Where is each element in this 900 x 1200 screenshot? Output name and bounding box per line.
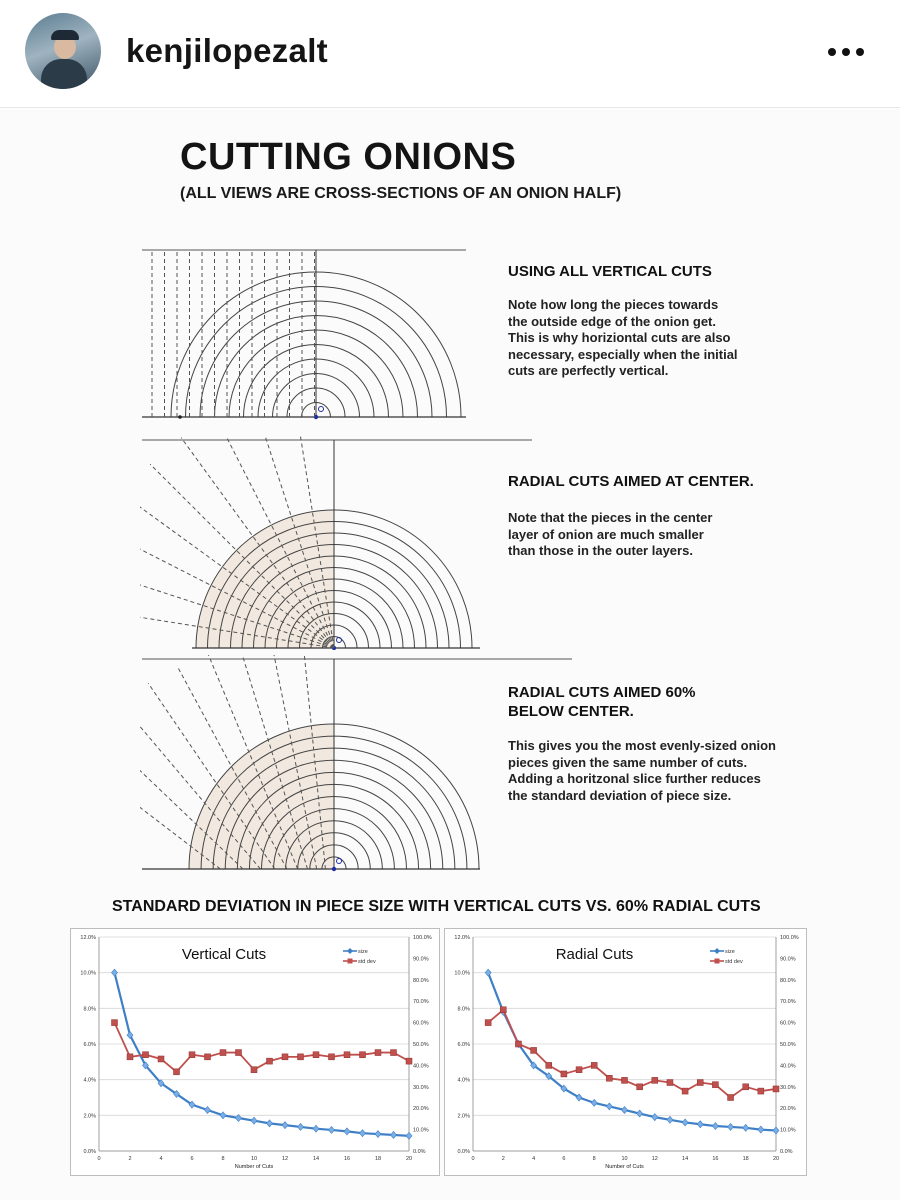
data-point-size xyxy=(391,1131,397,1138)
data-point-std-dev xyxy=(667,1080,673,1086)
legend-label: std dev xyxy=(725,959,743,965)
y-right-tick-label: 100.0% xyxy=(780,935,799,941)
data-point-std-dev xyxy=(728,1095,734,1101)
avatar-figure-body xyxy=(41,59,87,89)
section-1-line: This is why horiziontal cuts are also xyxy=(508,330,731,345)
data-point-std-dev xyxy=(500,1007,506,1013)
y-right-tick-label: 50.0% xyxy=(413,1042,429,1048)
data-point-size xyxy=(298,1123,304,1130)
y-right-tick-label: 60.0% xyxy=(780,1020,796,1027)
section-1-line: cuts are perfectly vertical. xyxy=(508,363,669,378)
y-right-tick-label: 80.0% xyxy=(780,977,796,984)
data-point-size xyxy=(682,1119,688,1126)
x-tick-label: 10 xyxy=(621,1156,628,1162)
section-1-line: the outside edge of the onion get. xyxy=(508,313,716,329)
legend-marker xyxy=(347,948,353,954)
section-1-line: Note how long the pieces towards xyxy=(508,297,719,312)
y-right-tick-label: 0.0% xyxy=(413,1149,426,1155)
data-point-std-dev xyxy=(236,1050,242,1056)
data-point-size xyxy=(606,1103,612,1110)
data-point-size xyxy=(220,1112,226,1119)
data-point-std-dev xyxy=(682,1088,688,1094)
data-point-std-dev xyxy=(561,1071,567,1077)
data-point-std-dev xyxy=(406,1058,412,1064)
vertical-cuts-chart xyxy=(71,929,439,1175)
section-2-line: layer of onion are much smaller xyxy=(508,526,704,542)
data-point-std-dev xyxy=(220,1050,226,1056)
x-tick-label: 18 xyxy=(742,1156,749,1162)
y-right-tick-label: 70.0% xyxy=(413,999,429,1006)
x-tick-label: 6 xyxy=(562,1156,566,1162)
avatar[interactable] xyxy=(25,13,101,89)
data-point-std-dev xyxy=(267,1058,273,1064)
more-dot-icon xyxy=(842,48,850,56)
avatar-figure-cap xyxy=(51,30,79,40)
y-left-tick-label: 2.0% xyxy=(457,1113,470,1120)
x-tick-label: 4 xyxy=(532,1156,536,1162)
legend-label: size xyxy=(358,949,368,955)
section-3-heading-line: RADIAL CUTS AIMED 60% xyxy=(508,684,696,701)
infographic-title: CUTTING ONIONS xyxy=(180,136,517,178)
x-tick-label: 2 xyxy=(128,1156,132,1162)
x-tick-label: 0 xyxy=(97,1156,101,1162)
data-point-size xyxy=(637,1110,643,1117)
data-point-std-dev xyxy=(697,1080,703,1086)
username[interactable]: kenjilopezalt xyxy=(126,32,328,69)
data-point-std-dev xyxy=(112,1020,118,1026)
data-point-std-dev xyxy=(743,1084,749,1090)
x-tick-label: 18 xyxy=(374,1156,382,1162)
section-2-line: Note that the pieces in the center xyxy=(508,510,713,525)
y-right-tick-label: 70.0% xyxy=(780,999,796,1006)
y-right-tick-label: 60.0% xyxy=(413,1020,429,1027)
chart-title: Radial Cuts xyxy=(555,946,634,963)
y-right-tick-label: 10.0% xyxy=(780,1127,796,1134)
data-point-size xyxy=(112,969,118,976)
section-1-body xyxy=(508,297,738,380)
y-right-tick-label: 10.0% xyxy=(413,1127,429,1134)
y-left-tick-label: 6.0% xyxy=(457,1042,470,1048)
data-point-std-dev xyxy=(515,1041,521,1047)
x-tick-label: 16 xyxy=(343,1156,351,1162)
y-left-tick-label: 8.0% xyxy=(457,1006,470,1013)
radial-cuts-chart xyxy=(445,929,806,1175)
y-right-tick-label: 40.0% xyxy=(413,1063,429,1070)
data-point-std-dev xyxy=(391,1050,397,1056)
chart-title: Vertical Cuts xyxy=(181,946,267,963)
data-point-std-dev xyxy=(546,1062,552,1068)
post-header xyxy=(0,0,900,108)
data-point-std-dev xyxy=(158,1056,164,1062)
section-3-body xyxy=(508,738,776,804)
section-1-line: necessary, especially when the initial xyxy=(508,346,738,362)
y-right-tick-label: 80.0% xyxy=(413,977,429,984)
section-2-heading: RADIAL CUTS AIMED AT CENTER. xyxy=(508,473,754,490)
center-dot xyxy=(332,867,336,871)
data-point-std-dev xyxy=(622,1077,628,1083)
data-point-size xyxy=(758,1126,764,1133)
y-left-tick-label: 8.0% xyxy=(83,1006,96,1013)
center-marker xyxy=(319,407,324,412)
x-axis-title: Number of Cuts xyxy=(605,1164,644,1170)
data-point-std-dev xyxy=(773,1086,779,1092)
x-tick-label: 2 xyxy=(501,1156,505,1162)
x-tick-label: 4 xyxy=(159,1156,163,1162)
data-point-std-dev xyxy=(637,1084,643,1090)
data-point-std-dev xyxy=(282,1054,288,1060)
y-left-tick-label: 0.0% xyxy=(457,1149,470,1155)
data-point-std-dev xyxy=(712,1082,718,1088)
center-marker xyxy=(337,859,342,864)
section-3-line: the standard deviation of piece size. xyxy=(508,787,732,803)
data-point-size xyxy=(667,1116,673,1123)
y-left-tick-label: 4.0% xyxy=(457,1077,470,1084)
data-point-size xyxy=(773,1127,779,1134)
infographic-subtitle: (ALL VIEWS ARE CROSS-SECTIONS OF AN ONION HALF) xyxy=(180,185,622,202)
data-point-std-dev xyxy=(329,1054,335,1060)
legend-marker xyxy=(715,959,720,964)
series-line-std-dev xyxy=(115,1023,410,1072)
data-point-std-dev xyxy=(576,1067,582,1073)
x-tick-label: 16 xyxy=(712,1156,719,1162)
x-tick-label: 20 xyxy=(405,1156,413,1162)
radial-cuts-chart-frame xyxy=(444,928,807,1176)
y-left-tick-label: 6.0% xyxy=(83,1042,96,1048)
y-right-tick-label: 0.0% xyxy=(780,1149,793,1155)
data-point-size xyxy=(652,1114,658,1121)
section-2-body xyxy=(508,510,712,560)
data-point-std-dev xyxy=(531,1047,537,1053)
x-tick-label: 20 xyxy=(772,1156,780,1162)
y-right-tick-label: 20.0% xyxy=(413,1106,429,1113)
y-right-tick-label: 50.0% xyxy=(780,1042,796,1048)
data-point-std-dev xyxy=(127,1054,133,1060)
data-point-size xyxy=(591,1099,597,1106)
data-point-size xyxy=(375,1131,381,1138)
section-3-heading-line: BELOW CENTER. xyxy=(508,703,634,720)
legend-marker xyxy=(714,948,720,954)
vertical-cuts-diagram xyxy=(140,242,470,424)
y-left-tick-label: 0.0% xyxy=(83,1149,96,1155)
data-point-std-dev xyxy=(485,1020,491,1026)
data-point-std-dev xyxy=(360,1052,366,1058)
center-marker xyxy=(337,638,342,643)
data-point-std-dev xyxy=(313,1052,319,1058)
y-left-tick-label: 12.0% xyxy=(80,935,96,941)
data-point-size xyxy=(712,1123,718,1130)
x-tick-label: 0 xyxy=(471,1156,475,1162)
data-point-std-dev xyxy=(758,1088,764,1094)
y-right-tick-label: 20.0% xyxy=(780,1106,796,1113)
data-point-size xyxy=(329,1126,335,1133)
chart-heading: STANDARD DEVIATION IN PIECE SIZE WITH VERTICAL CUTS VS. 60% RADIAL CUTS xyxy=(112,898,761,915)
x-tick-label: 8 xyxy=(221,1156,225,1162)
radial-center-diagram xyxy=(140,436,540,650)
section-3-line: Adding a horitzonal slice further reduces xyxy=(508,771,761,786)
y-right-tick-label: 100.0% xyxy=(413,935,432,941)
y-right-tick-label: 30.0% xyxy=(413,1084,429,1091)
more-dot-icon xyxy=(856,48,864,56)
legend-marker xyxy=(348,959,353,964)
edge-dot xyxy=(178,415,182,419)
y-right-tick-label: 40.0% xyxy=(780,1063,796,1070)
x-tick-label: 6 xyxy=(190,1156,194,1162)
more-dot-icon xyxy=(828,48,836,56)
vertical-cuts-chart-frame xyxy=(70,928,440,1176)
data-point-size xyxy=(360,1130,366,1137)
section-3-line: pieces given the same number of cuts. xyxy=(508,754,748,770)
data-point-size xyxy=(697,1121,703,1128)
x-tick-label: 14 xyxy=(682,1156,689,1162)
y-right-tick-label: 90.0% xyxy=(413,956,429,963)
data-point-std-dev xyxy=(652,1077,658,1083)
x-tick-label: 12 xyxy=(281,1156,289,1162)
data-point-size xyxy=(406,1132,412,1139)
data-point-std-dev xyxy=(189,1052,195,1058)
section-3-line: This gives you the most evenly-sized onion xyxy=(508,738,776,753)
data-point-std-dev xyxy=(174,1069,180,1075)
data-point-std-dev xyxy=(298,1054,304,1060)
y-left-tick-label: 2.0% xyxy=(83,1113,96,1120)
data-point-std-dev xyxy=(143,1052,149,1058)
section-3-heading xyxy=(508,683,696,721)
data-point-size xyxy=(743,1124,749,1131)
y-right-tick-label: 30.0% xyxy=(780,1084,796,1091)
section-1-heading: USING ALL VERTICAL CUTS xyxy=(508,263,712,280)
x-axis-title: Number of Cuts xyxy=(234,1164,274,1170)
legend-label: size xyxy=(725,949,735,955)
data-point-size xyxy=(622,1106,628,1113)
y-left-tick-label: 4.0% xyxy=(83,1077,96,1084)
data-point-std-dev xyxy=(344,1052,350,1058)
x-tick-label: 8 xyxy=(592,1156,596,1162)
data-point-size xyxy=(282,1122,288,1129)
data-point-size xyxy=(728,1123,734,1130)
data-point-size xyxy=(344,1128,350,1135)
y-left-tick-label: 10.0% xyxy=(80,970,96,977)
y-right-tick-label: 90.0% xyxy=(780,956,796,963)
x-tick-label: 12 xyxy=(651,1156,658,1162)
y-left-tick-label: 10.0% xyxy=(454,970,470,977)
data-point-size xyxy=(205,1106,211,1113)
section-2-line: than those in the outer layers. xyxy=(508,543,693,558)
data-point-size xyxy=(251,1117,257,1124)
x-tick-label: 10 xyxy=(250,1156,258,1162)
y-left-tick-label: 12.0% xyxy=(454,935,470,941)
more-options-button[interactable] xyxy=(826,36,866,66)
data-point-std-dev xyxy=(591,1062,597,1068)
data-point-size xyxy=(313,1125,319,1132)
data-point-std-dev xyxy=(205,1054,211,1060)
x-tick-label: 14 xyxy=(312,1156,320,1162)
legend-label: std dev xyxy=(358,959,376,965)
data-point-std-dev xyxy=(375,1050,381,1056)
data-point-std-dev xyxy=(606,1075,612,1081)
data-point-std-dev xyxy=(251,1067,257,1073)
data-point-size xyxy=(267,1120,273,1127)
